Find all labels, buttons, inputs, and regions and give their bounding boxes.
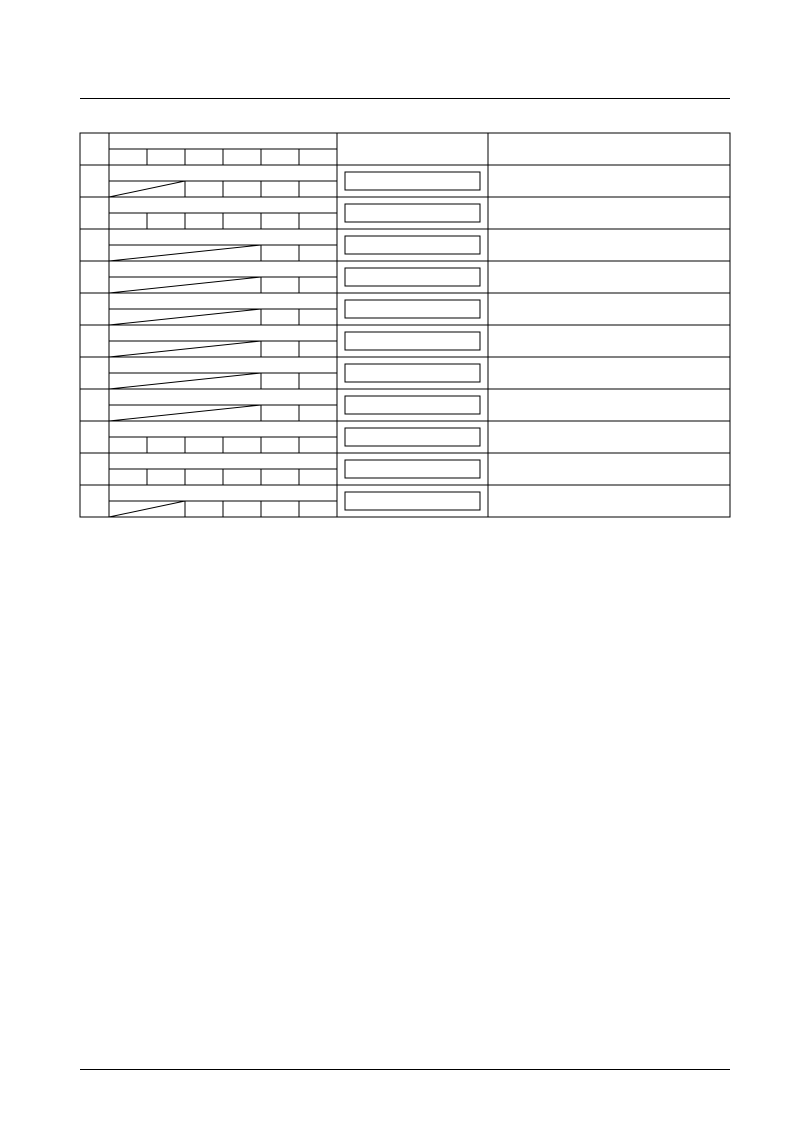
row-diagonal-slash [109, 405, 261, 421]
row-diagonal-slash [109, 501, 185, 517]
value-field-box [345, 268, 480, 286]
value-field-box [345, 396, 480, 414]
row-diagonal-slash [109, 245, 261, 261]
row-diagonal-slash [109, 309, 261, 325]
value-field-box [345, 428, 480, 446]
value-field-box [345, 364, 480, 382]
register-table [79, 132, 731, 520]
value-field-box [345, 300, 480, 318]
row-diagonal-slash [109, 277, 261, 293]
footer-rule [80, 1069, 730, 1070]
row-diagonal-slash [109, 341, 261, 357]
value-field-box [345, 236, 480, 254]
value-field-box [345, 460, 480, 478]
value-field-box [345, 204, 480, 222]
value-field-box [345, 332, 480, 350]
value-field-box [345, 492, 480, 510]
header-rule [80, 98, 730, 99]
row-diagonal-slash [109, 181, 185, 197]
row-diagonal-slash [109, 373, 261, 389]
value-field-box [345, 172, 480, 190]
